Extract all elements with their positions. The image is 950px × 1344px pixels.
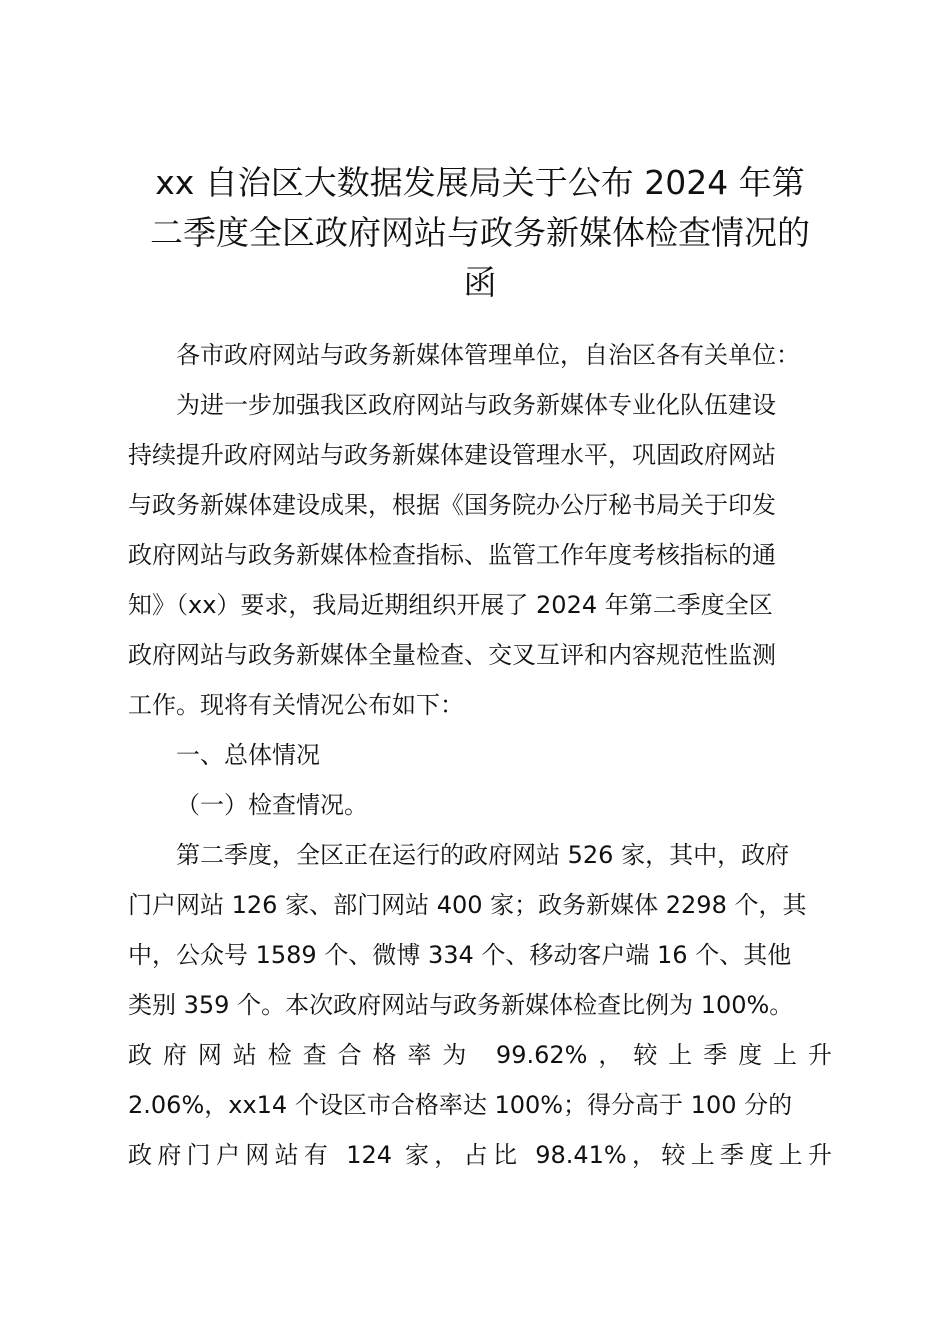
paragraph-line: 政府门户网站有 124 家，占比 98.41%，较上季度上升 xyxy=(128,1141,832,1169)
document-title xyxy=(120,158,840,308)
paragraph-line: 政府网站检查合格率为 99.62%，较上季度上升 xyxy=(128,1041,832,1069)
title-line: 函 xyxy=(463,263,497,302)
paragraph-line: 为进一步加强我区政府网站与政务新媒体专业化队伍建设 xyxy=(176,391,776,419)
paragraph-line: 第二季度，全区正在运行的政府网站 526 家，其中，政府 xyxy=(176,841,790,869)
paragraph-line: 工作。现将有关情况公布如下： xyxy=(128,691,464,719)
addressee: 各市政府网站与政务新媒体管理单位，自治区各有关单位： xyxy=(176,341,800,369)
subsection-heading: （一）检查情况。 xyxy=(176,791,368,819)
paragraph-line: 门户网站 126 家、部门网站 400 家；政务新媒体 2298 个，其 xyxy=(128,891,807,919)
paragraph-line: 知》（xx）要求，我局近期组织开展了 2024 年第二季度全区 xyxy=(128,591,773,619)
paragraph-line: 类别 359 个。本次政府网站与政务新媒体检查比例为 100%。 xyxy=(128,991,794,1019)
section-heading: 一、总体情况 xyxy=(176,741,320,769)
paragraph-line: 政府网站与政务新媒体检查指标、监管工作年度考核指标的通 xyxy=(128,541,776,569)
paragraph-line: 持续提升政府网站与政务新媒体建设管理水平，巩固政府网站 xyxy=(128,441,776,469)
paragraph-line: 中，公众号 1589 个、微博 334 个、移动客户端 16 个、其他 xyxy=(128,941,792,969)
title-line: xx 自治区大数据发展局关于公布 2024 年第 xyxy=(155,163,805,202)
title-line: 二季度全区政府网站与政务新媒体检查情况的 xyxy=(150,213,810,252)
paragraph-line: 2.06%，xx14 个设区市合格率达 100%；得分高于 100 分的 xyxy=(128,1091,793,1119)
paragraph-line: 与政务新媒体建设成果，根据《国务院办公厅秘书局关于印发 xyxy=(128,491,776,519)
paragraph-line: 政府网站与政务新媒体全量检查、交叉互评和内容规范性监测 xyxy=(128,641,776,669)
